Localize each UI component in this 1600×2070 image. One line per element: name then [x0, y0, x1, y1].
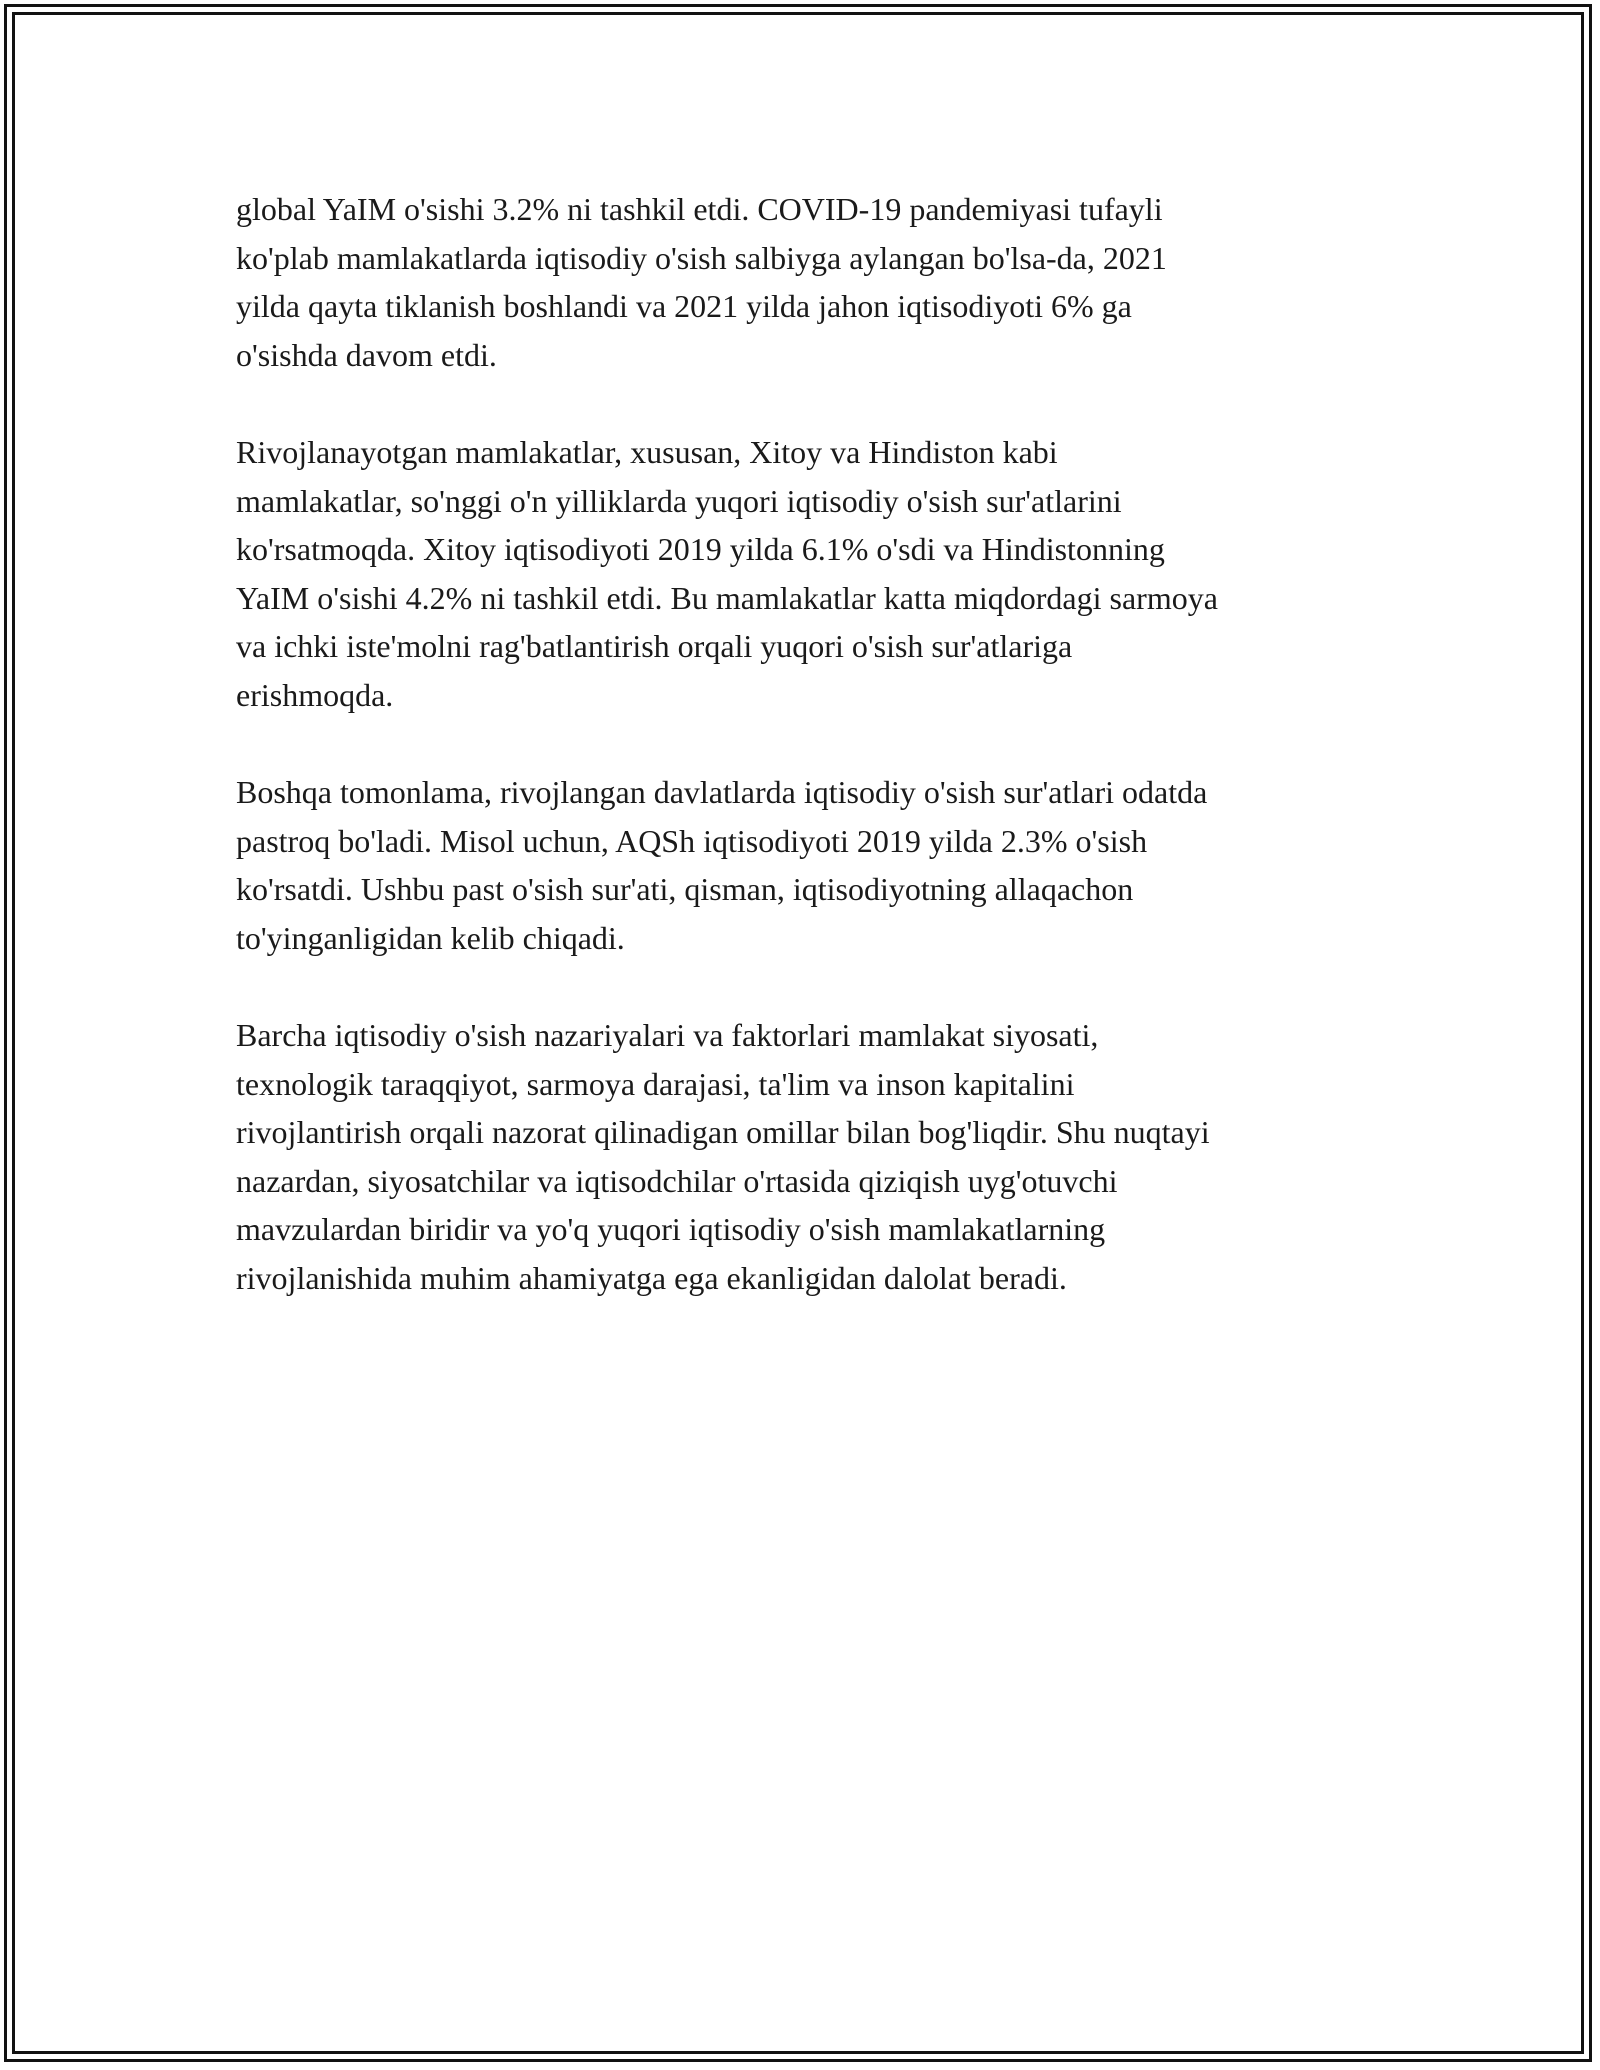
paragraph-developing-countries: Rivojlanayotgan mamlakatlar, xususan, Xitoy va Hindiston kabi mamlakatlar, so'nggi o'n yilliklarda yuqori iqtisodiy o'sish sur'atlarini ko'rsatmoqda. Xitoy iqtisodiyoti 2019 yilda 6.1% o'sdi va Hindistonning YaIM o'sishi 4.2% ni tashkil etdi. Bu mamlakatlar katta miqdordagi sarmoya va ichki iste'molni rag'batlantirish orqali yuqori o'sish sur'atlariga erishmoqda.: [236, 433, 1218, 713]
paragraph-growth-theories: Barcha iqtisodiy o'sish nazariyalari va faktorlari mamlakat siyosati, texnologik taraqqiyot, sarmoya darajasi, ta'lim va inson kapitalini rivojlantirish orqali nazorat qilinadigan omillar bilan bog'liqdir. Shu nuqtayi nazardan, siyosatchilar va iqtisodchilar o'rtasida qiziqish uyg'otuvchi mavzulardan biridir va yo'q yuqori iqtisodiy o'sish mamlakatlarning rivojlanishida muhim ahamiyatga ega ekanligidan dalolat beradi.: [236, 1017, 1210, 1297]
paragraph-developed-countries: Boshqa tomonlama, rivojlangan davlatlarda iqtisodiy o'sish sur'atlari odatda pastroq bo'ladi. Misol uchun, AQSh iqtisodiyoti 2019 yilda 2.3% o'sish ko'rsatdi. Ushbu past o'sish sur'ati, qisman, iqtisodiyotning allaqachon to'yinganligidan kelib chiqadi.: [236, 774, 1208, 956]
paragraph-global-gdp: global YaIM o'sishi 3.2% ni tashkil etdi. COVID-19 pandemiyasi tufayli ko'plab mamlakatlarda iqtisodiy o'sish salbiyga aylangan bo'lsa-da, 2021 yilda qayta tiklanish boshlandi va 2021 yilda jahon iqtisodiyoti 6% ga o'sishda davom etdi.: [236, 191, 1167, 373]
document-body: [236, 185, 1376, 1351]
